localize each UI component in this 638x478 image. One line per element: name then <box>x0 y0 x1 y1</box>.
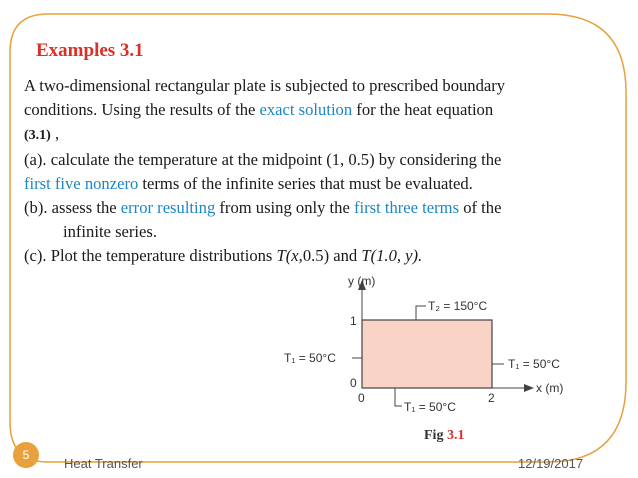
plate-diagram <box>278 270 598 420</box>
top-bc-leader <box>416 306 426 320</box>
tick-y-1: 1 <box>350 314 357 328</box>
equation-ref: (3.1) <box>24 128 51 143</box>
item-b-line-1: (b). assess the error resulting from using only the first three terms of the <box>24 198 502 217</box>
highlight-first-three: first three terms <box>353 198 460 217</box>
problem-statement <box>24 74 614 268</box>
tick-x-0: 0 <box>358 391 365 405</box>
left-bc-label: T₁ = 50°C <box>284 351 336 365</box>
item-c-line: (c). Plot the temperature distributions T(x,0.5) and T(1.0, y). <box>24 246 423 265</box>
x-axis-arrow <box>524 384 534 392</box>
item-a-line-2: first five nonzero terms of the infinite series that must be evaluated. <box>24 174 473 193</box>
x-axis-label: x (m) <box>536 381 564 395</box>
highlight-first-five: first five nonzero <box>24 174 139 193</box>
intro-line-1: A two-dimensional rectangular plate is subjected to prescribed boundary <box>24 76 506 95</box>
slide-title: Examples 3.1 <box>36 40 144 61</box>
item-a-line-1: (a). calculate the temperature at the midpoint (1, 0.5) by considering the <box>24 150 502 169</box>
intro-line-2: conditions. Using the results of the exact solution for the heat equation <box>24 100 494 119</box>
slide-number-badge: 5 <box>13 442 39 468</box>
intro-line-3: (3.1) , <box>24 124 60 143</box>
highlight-error: error resulting <box>120 198 216 217</box>
highlight-exact-solution: exact solution <box>259 100 353 119</box>
y-axis-label: y (m) <box>348 274 376 288</box>
right-bc-label: T₁ = 50°C <box>508 357 560 371</box>
item-b-line-2: infinite series. <box>63 222 158 241</box>
tick-x-2: 2 <box>488 391 495 405</box>
figure-caption: Fig 3.1 <box>424 428 465 443</box>
footer-course: Heat Transfer <box>64 456 143 471</box>
top-bc-label: T₂ = 150°C <box>428 299 488 313</box>
bottom-bc-leader <box>395 388 402 406</box>
bottom-bc-label: T₁ = 50°C <box>404 400 456 414</box>
plate <box>362 320 492 388</box>
tick-y-0: 0 <box>350 376 357 390</box>
footer-date: 12/19/2017 <box>518 456 584 471</box>
